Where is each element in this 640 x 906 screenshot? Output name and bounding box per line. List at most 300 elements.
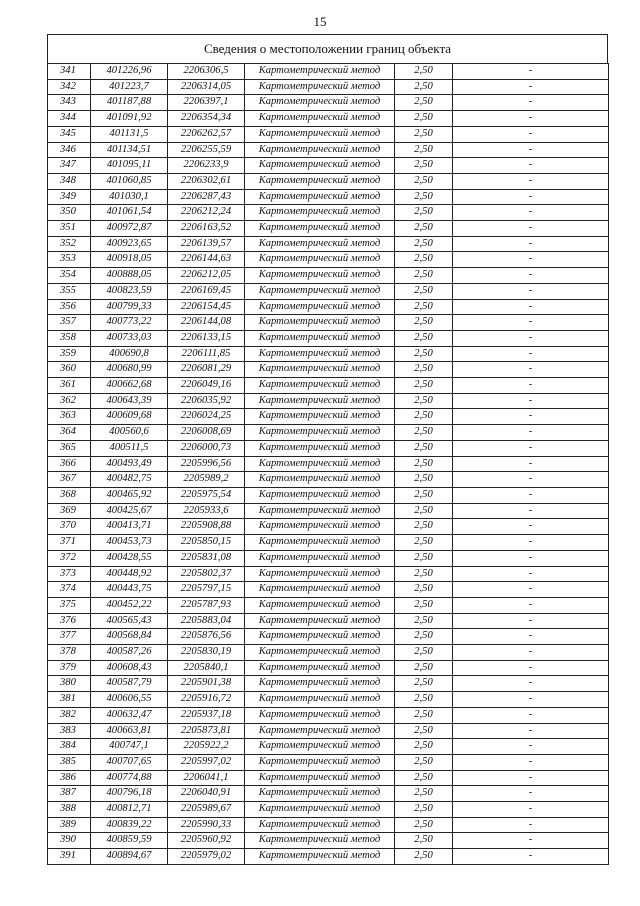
method-cell: Картометрический метод	[245, 268, 395, 284]
x-coordinate-cell: 400609,68	[91, 409, 168, 425]
x-coordinate-cell: 400453,73	[91, 535, 168, 551]
table-row	[48, 315, 609, 331]
table-row	[48, 79, 609, 95]
accuracy-cell: 2,50	[395, 707, 453, 723]
table-row	[48, 158, 609, 174]
x-coordinate-cell: 400632,47	[91, 707, 168, 723]
y-coordinate-cell: 2205989,67	[168, 802, 245, 818]
table-row	[48, 425, 609, 441]
y-coordinate-cell: 2206139,57	[168, 236, 245, 252]
point-number-cell: 362	[48, 393, 91, 409]
point-number-cell: 352	[48, 236, 91, 252]
accuracy-cell: 2,50	[395, 79, 453, 95]
method-cell: Картометрический метод	[245, 111, 395, 127]
y-coordinate-cell: 2206255,59	[168, 142, 245, 158]
y-coordinate-cell: 2206397,1	[168, 95, 245, 111]
description-cell: -	[453, 362, 609, 378]
point-number-cell: 367	[48, 472, 91, 488]
point-number-cell: 389	[48, 817, 91, 833]
method-cell: Картометрический метод	[245, 566, 395, 582]
point-number-cell: 387	[48, 786, 91, 802]
method-cell: Картометрический метод	[245, 707, 395, 723]
description-cell: -	[453, 158, 609, 174]
accuracy-cell: 2,50	[395, 393, 453, 409]
x-coordinate-cell: 400493,49	[91, 456, 168, 472]
x-coordinate-cell: 401060,85	[91, 173, 168, 189]
method-cell: Картометрический метод	[245, 346, 395, 362]
accuracy-cell: 2,50	[395, 409, 453, 425]
y-coordinate-cell: 2206000,73	[168, 440, 245, 456]
method-cell: Картометрический метод	[245, 315, 395, 331]
method-cell: Картометрический метод	[245, 597, 395, 613]
method-cell: Картометрический метод	[245, 79, 395, 95]
accuracy-cell: 2,50	[395, 64, 453, 80]
method-cell: Картометрический метод	[245, 142, 395, 158]
point-number-cell: 347	[48, 158, 91, 174]
accuracy-cell: 2,50	[395, 645, 453, 661]
description-cell: -	[453, 236, 609, 252]
x-coordinate-cell: 400839,22	[91, 817, 168, 833]
table-row	[48, 236, 609, 252]
x-coordinate-cell: 400511,5	[91, 440, 168, 456]
point-number-cell: 381	[48, 692, 91, 708]
point-number-cell: 344	[48, 111, 91, 127]
accuracy-cell: 2,50	[395, 315, 453, 331]
x-coordinate-cell: 401095,11	[91, 158, 168, 174]
accuracy-cell: 2,50	[395, 126, 453, 142]
method-cell: Картометрический метод	[245, 802, 395, 818]
table-row	[48, 629, 609, 645]
accuracy-cell: 2,50	[395, 582, 453, 598]
description-cell: -	[453, 613, 609, 629]
table-row	[48, 754, 609, 770]
accuracy-cell: 2,50	[395, 566, 453, 582]
point-number-cell: 373	[48, 566, 91, 582]
x-coordinate-cell: 400662,68	[91, 378, 168, 394]
table-row	[48, 566, 609, 582]
accuracy-cell: 2,50	[395, 221, 453, 237]
description-cell: -	[453, 393, 609, 409]
accuracy-cell: 2,50	[395, 158, 453, 174]
table-row	[48, 692, 609, 708]
method-cell: Картометрический метод	[245, 629, 395, 645]
accuracy-cell: 2,50	[395, 754, 453, 770]
x-coordinate-cell: 400608,43	[91, 660, 168, 676]
table-row	[48, 346, 609, 362]
table-row	[48, 849, 609, 865]
accuracy-cell: 2,50	[395, 330, 453, 346]
x-coordinate-cell: 400465,92	[91, 487, 168, 503]
x-coordinate-cell: 400587,26	[91, 645, 168, 661]
table-row	[48, 283, 609, 299]
description-cell: -	[453, 173, 609, 189]
description-cell: -	[453, 299, 609, 315]
y-coordinate-cell: 2205883,04	[168, 613, 245, 629]
y-coordinate-cell: 2205831,08	[168, 550, 245, 566]
x-coordinate-cell: 401226,96	[91, 64, 168, 80]
accuracy-cell: 2,50	[395, 519, 453, 535]
point-number-cell: 383	[48, 723, 91, 739]
point-number-cell: 380	[48, 676, 91, 692]
accuracy-cell: 2,50	[395, 111, 453, 127]
method-cell: Картометрический метод	[245, 173, 395, 189]
x-coordinate-cell: 400812,71	[91, 802, 168, 818]
x-coordinate-cell: 400690,8	[91, 346, 168, 362]
y-coordinate-cell: 2206008,69	[168, 425, 245, 441]
table-row	[48, 111, 609, 127]
y-coordinate-cell: 2206262,57	[168, 126, 245, 142]
y-coordinate-cell: 2206035,92	[168, 393, 245, 409]
description-cell: -	[453, 456, 609, 472]
x-coordinate-cell: 401061,54	[91, 205, 168, 221]
table-row	[48, 676, 609, 692]
y-coordinate-cell: 2205787,93	[168, 597, 245, 613]
description-cell: -	[453, 205, 609, 221]
table-row	[48, 503, 609, 519]
accuracy-cell: 2,50	[395, 456, 453, 472]
point-number-cell: 349	[48, 189, 91, 205]
table-row	[48, 723, 609, 739]
accuracy-cell: 2,50	[395, 142, 453, 158]
accuracy-cell: 2,50	[395, 692, 453, 708]
table-row	[48, 95, 609, 111]
y-coordinate-cell: 2206169,45	[168, 283, 245, 299]
y-coordinate-cell: 2206133,15	[168, 330, 245, 346]
method-cell: Картометрический метод	[245, 95, 395, 111]
table-row	[48, 550, 609, 566]
x-coordinate-cell: 400452,22	[91, 597, 168, 613]
point-number-cell: 388	[48, 802, 91, 818]
description-cell: -	[453, 692, 609, 708]
method-cell: Картометрический метод	[245, 833, 395, 849]
description-cell: -	[453, 142, 609, 158]
accuracy-cell: 2,50	[395, 786, 453, 802]
y-coordinate-cell: 2206212,05	[168, 268, 245, 284]
point-number-cell: 382	[48, 707, 91, 723]
accuracy-cell: 2,50	[395, 802, 453, 818]
accuracy-cell: 2,50	[395, 283, 453, 299]
y-coordinate-cell: 2205850,15	[168, 535, 245, 551]
x-coordinate-cell: 400663,81	[91, 723, 168, 739]
x-coordinate-cell: 400425,67	[91, 503, 168, 519]
point-number-cell: 363	[48, 409, 91, 425]
method-cell: Картометрический метод	[245, 283, 395, 299]
method-cell: Картометрический метод	[245, 236, 395, 252]
description-cell: -	[453, 582, 609, 598]
point-number-cell: 384	[48, 739, 91, 755]
method-cell: Картометрический метод	[245, 64, 395, 80]
point-number-cell: 361	[48, 378, 91, 394]
x-coordinate-cell: 400773,22	[91, 315, 168, 331]
x-coordinate-cell: 400733,03	[91, 330, 168, 346]
description-cell: -	[453, 95, 609, 111]
point-number-cell: 370	[48, 519, 91, 535]
point-number-cell: 376	[48, 613, 91, 629]
accuracy-cell: 2,50	[395, 676, 453, 692]
accuracy-cell: 2,50	[395, 346, 453, 362]
method-cell: Картометрический метод	[245, 613, 395, 629]
accuracy-cell: 2,50	[395, 723, 453, 739]
method-cell: Картометрический метод	[245, 378, 395, 394]
method-cell: Картометрический метод	[245, 770, 395, 786]
x-coordinate-cell: 400774,88	[91, 770, 168, 786]
method-cell: Картометрический метод	[245, 550, 395, 566]
description-cell: -	[453, 535, 609, 551]
section-title: Сведения о местоположении границ объекта	[47, 34, 608, 63]
table-row	[48, 409, 609, 425]
description-cell: -	[453, 440, 609, 456]
y-coordinate-cell: 2206302,61	[168, 173, 245, 189]
description-cell: -	[453, 629, 609, 645]
y-coordinate-cell: 2206314,05	[168, 79, 245, 95]
x-coordinate-cell: 400888,05	[91, 268, 168, 284]
y-coordinate-cell: 2205873,81	[168, 723, 245, 739]
table-row	[48, 660, 609, 676]
y-coordinate-cell: 2205797,15	[168, 582, 245, 598]
y-coordinate-cell: 2205876,56	[168, 629, 245, 645]
point-number-cell: 345	[48, 126, 91, 142]
accuracy-cell: 2,50	[395, 378, 453, 394]
x-coordinate-cell: 400796,18	[91, 786, 168, 802]
description-cell: -	[453, 79, 609, 95]
x-coordinate-cell: 400428,55	[91, 550, 168, 566]
method-cell: Картометрический метод	[245, 440, 395, 456]
method-cell: Картометрический метод	[245, 487, 395, 503]
table-row	[48, 173, 609, 189]
table-row	[48, 786, 609, 802]
description-cell: -	[453, 487, 609, 503]
method-cell: Картометрический метод	[245, 456, 395, 472]
y-coordinate-cell: 2206212,24	[168, 205, 245, 221]
description-cell: -	[453, 660, 609, 676]
method-cell: Картометрический метод	[245, 645, 395, 661]
description-cell: -	[453, 425, 609, 441]
description-cell: -	[453, 472, 609, 488]
y-coordinate-cell: 2205840,1	[168, 660, 245, 676]
x-coordinate-cell: 400448,92	[91, 566, 168, 582]
method-cell: Картометрический метод	[245, 126, 395, 142]
y-coordinate-cell: 2205908,88	[168, 519, 245, 535]
table-row	[48, 597, 609, 613]
description-cell: -	[453, 252, 609, 268]
method-cell: Картометрический метод	[245, 189, 395, 205]
method-cell: Картометрический метод	[245, 582, 395, 598]
method-cell: Картометрический метод	[245, 158, 395, 174]
y-coordinate-cell: 2206041,1	[168, 770, 245, 786]
x-coordinate-cell: 401030,1	[91, 189, 168, 205]
method-cell: Картометрический метод	[245, 205, 395, 221]
method-cell: Картометрический метод	[245, 362, 395, 378]
x-coordinate-cell: 400923,65	[91, 236, 168, 252]
table-row	[48, 535, 609, 551]
method-cell: Картометрический метод	[245, 849, 395, 865]
x-coordinate-cell: 401223,7	[91, 79, 168, 95]
table-row	[48, 613, 609, 629]
x-coordinate-cell: 400918,05	[91, 252, 168, 268]
method-cell: Картометрический метод	[245, 393, 395, 409]
point-number-cell: 350	[48, 205, 91, 221]
accuracy-cell: 2,50	[395, 833, 453, 849]
accuracy-cell: 2,50	[395, 739, 453, 755]
point-number-cell: 374	[48, 582, 91, 598]
y-coordinate-cell: 2206049,16	[168, 378, 245, 394]
accuracy-cell: 2,50	[395, 503, 453, 519]
y-coordinate-cell: 2205960,92	[168, 833, 245, 849]
description-cell: -	[453, 519, 609, 535]
description-cell: -	[453, 550, 609, 566]
table-row	[48, 252, 609, 268]
x-coordinate-cell: 400565,43	[91, 613, 168, 629]
method-cell: Картометрический метод	[245, 535, 395, 551]
description-cell: -	[453, 221, 609, 237]
y-coordinate-cell: 2205802,37	[168, 566, 245, 582]
accuracy-cell: 2,50	[395, 362, 453, 378]
table-row	[48, 393, 609, 409]
x-coordinate-cell: 400560,6	[91, 425, 168, 441]
y-coordinate-cell: 2205922,2	[168, 739, 245, 755]
x-coordinate-cell: 400680,99	[91, 362, 168, 378]
x-coordinate-cell: 401187,88	[91, 95, 168, 111]
description-cell: -	[453, 707, 609, 723]
y-coordinate-cell: 2205901,38	[168, 676, 245, 692]
y-coordinate-cell: 2206233,9	[168, 158, 245, 174]
table-row	[48, 64, 609, 80]
method-cell: Картометрический метод	[245, 299, 395, 315]
point-number-cell: 348	[48, 173, 91, 189]
point-number-cell: 365	[48, 440, 91, 456]
point-number-cell: 359	[48, 346, 91, 362]
description-cell: -	[453, 849, 609, 865]
accuracy-cell: 2,50	[395, 629, 453, 645]
accuracy-cell: 2,50	[395, 173, 453, 189]
y-coordinate-cell: 2205975,54	[168, 487, 245, 503]
table-row	[48, 189, 609, 205]
x-coordinate-cell: 400413,71	[91, 519, 168, 535]
accuracy-cell: 2,50	[395, 425, 453, 441]
point-number-cell: 390	[48, 833, 91, 849]
description-cell: -	[453, 739, 609, 755]
x-coordinate-cell: 401091,92	[91, 111, 168, 127]
description-cell: -	[453, 126, 609, 142]
y-coordinate-cell: 2205937,18	[168, 707, 245, 723]
point-number-cell: 368	[48, 487, 91, 503]
table-row	[48, 645, 609, 661]
point-number-cell: 369	[48, 503, 91, 519]
table-row	[48, 205, 609, 221]
y-coordinate-cell: 2206354,34	[168, 111, 245, 127]
method-cell: Картометрический метод	[245, 676, 395, 692]
x-coordinate-cell: 401131,5	[91, 126, 168, 142]
accuracy-cell: 2,50	[395, 613, 453, 629]
method-cell: Картометрический метод	[245, 739, 395, 755]
accuracy-cell: 2,50	[395, 299, 453, 315]
description-cell: -	[453, 283, 609, 299]
x-coordinate-cell: 400482,75	[91, 472, 168, 488]
point-number-cell: 386	[48, 770, 91, 786]
accuracy-cell: 2,50	[395, 660, 453, 676]
method-cell: Картометрический метод	[245, 754, 395, 770]
table-row	[48, 817, 609, 833]
point-number-cell: 351	[48, 221, 91, 237]
x-coordinate-cell: 400606,55	[91, 692, 168, 708]
description-cell: -	[453, 770, 609, 786]
description-cell: -	[453, 268, 609, 284]
y-coordinate-cell: 2205989,2	[168, 472, 245, 488]
y-coordinate-cell: 2206287,43	[168, 189, 245, 205]
description-cell: -	[453, 597, 609, 613]
accuracy-cell: 2,50	[395, 189, 453, 205]
method-cell: Картометрический метод	[245, 519, 395, 535]
point-number-cell: 385	[48, 754, 91, 770]
y-coordinate-cell: 2205933,6	[168, 503, 245, 519]
accuracy-cell: 2,50	[395, 535, 453, 551]
x-coordinate-cell: 400587,79	[91, 676, 168, 692]
method-cell: Картометрический метод	[245, 409, 395, 425]
x-coordinate-cell: 400972,87	[91, 221, 168, 237]
point-number-cell: 364	[48, 425, 91, 441]
y-coordinate-cell: 2205996,56	[168, 456, 245, 472]
description-cell: -	[453, 817, 609, 833]
accuracy-cell: 2,50	[395, 252, 453, 268]
point-number-cell: 346	[48, 142, 91, 158]
accuracy-cell: 2,50	[395, 849, 453, 865]
table-row	[48, 378, 609, 394]
description-cell: -	[453, 786, 609, 802]
point-number-cell: 343	[48, 95, 91, 111]
y-coordinate-cell: 2206306,5	[168, 64, 245, 80]
x-coordinate-cell: 400894,67	[91, 849, 168, 865]
accuracy-cell: 2,50	[395, 95, 453, 111]
point-number-cell: 342	[48, 79, 91, 95]
description-cell: -	[453, 566, 609, 582]
coordinates-table-body	[48, 64, 609, 865]
accuracy-cell: 2,50	[395, 440, 453, 456]
table-row	[48, 770, 609, 786]
point-number-cell: 366	[48, 456, 91, 472]
table-row	[48, 472, 609, 488]
point-number-cell: 358	[48, 330, 91, 346]
table-row	[48, 142, 609, 158]
description-cell: -	[453, 378, 609, 394]
description-cell: -	[453, 645, 609, 661]
method-cell: Картометрический метод	[245, 221, 395, 237]
point-number-cell: 357	[48, 315, 91, 331]
point-number-cell: 356	[48, 299, 91, 315]
point-number-cell: 355	[48, 283, 91, 299]
y-coordinate-cell: 2205990,33	[168, 817, 245, 833]
accuracy-cell: 2,50	[395, 550, 453, 566]
method-cell: Картометрический метод	[245, 425, 395, 441]
description-cell: -	[453, 111, 609, 127]
x-coordinate-cell: 400823,59	[91, 283, 168, 299]
point-number-cell: 354	[48, 268, 91, 284]
boundary-table-sheet	[47, 34, 608, 865]
table-row	[48, 739, 609, 755]
description-cell: -	[453, 189, 609, 205]
x-coordinate-cell: 400859,59	[91, 833, 168, 849]
description-cell: -	[453, 503, 609, 519]
accuracy-cell: 2,50	[395, 236, 453, 252]
method-cell: Картометрический метод	[245, 692, 395, 708]
x-coordinate-cell: 400643,39	[91, 393, 168, 409]
y-coordinate-cell: 2206081,29	[168, 362, 245, 378]
table-row	[48, 833, 609, 849]
y-coordinate-cell: 2206040,91	[168, 786, 245, 802]
method-cell: Картометрический метод	[245, 723, 395, 739]
accuracy-cell: 2,50	[395, 770, 453, 786]
table-row	[48, 802, 609, 818]
accuracy-cell: 2,50	[395, 268, 453, 284]
